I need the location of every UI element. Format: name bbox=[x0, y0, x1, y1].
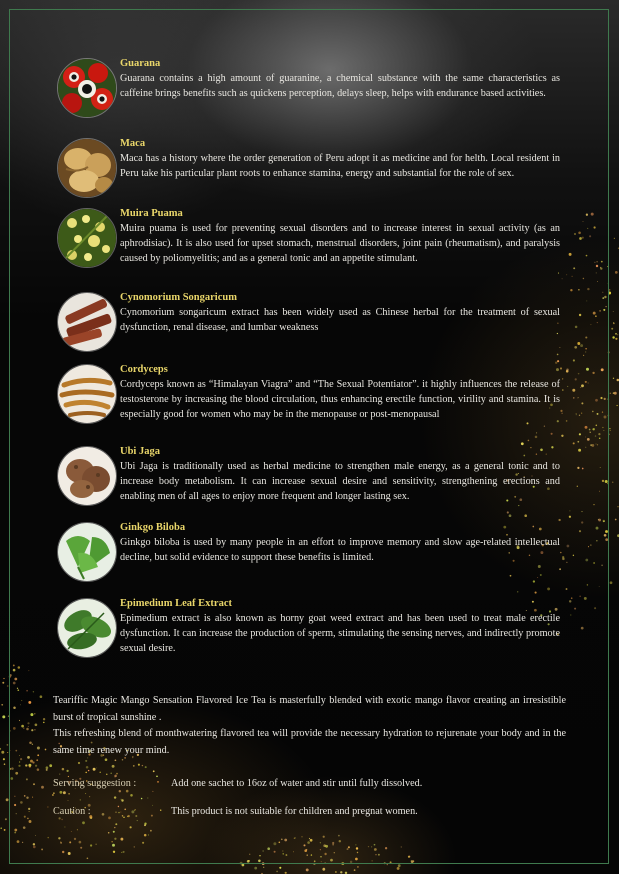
ingredient-ubi-jaga bbox=[57, 446, 562, 506]
guarana-image bbox=[57, 58, 117, 118]
serving-label: Serving suggestion : bbox=[53, 778, 137, 789]
ingredient-title: Cynomorium Songaricum bbox=[120, 292, 237, 303]
intro-paragraph: This refreshing blend of monthwatering flavored tea will provide the necessary hydration to rejurenate your body and in the same time renew your mind. bbox=[53, 728, 566, 756]
ingredient-title: Muira Puama bbox=[120, 208, 183, 219]
ingredient-title: Ubi Jaga bbox=[120, 446, 160, 457]
ingredient-description: Ginkgo biloba is used by many people in an effort to improve memory and slow age-related intellectual decline, but solid evidence to support these benefits is limited. bbox=[120, 537, 560, 564]
product-description bbox=[53, 693, 566, 759]
ubi-jaga-image bbox=[57, 446, 117, 506]
ingredient-title: Guarana bbox=[120, 58, 161, 69]
ingredient-title: Epimedium Leaf Extract bbox=[120, 598, 232, 609]
caution bbox=[53, 806, 566, 820]
ingredient-epimedium bbox=[57, 598, 562, 658]
ingredient-description: Cordyceps known as “Himalayan Viagra” and “The Sexual Potentiator”. it highly influences the release of testosterone by increasing the blood circulation, thus enhancing erectile function, virility and stamina. It is especially good for women who may be in the menopause or post-menopausal bbox=[120, 379, 560, 421]
epimedium-image bbox=[57, 598, 117, 658]
caution-label: Caution : bbox=[53, 806, 91, 817]
cynomorium-image bbox=[57, 292, 117, 352]
ingredient-description: Ubi Jaga is traditionally used as herbal medicine to strengthen male energy, as a general tonic and to increase body metabolism. It can increase sexual desire and sensitivity, strengthening erections and enabling men of all ages to enjoy more frequent and longer lasting sex. bbox=[120, 461, 560, 503]
ingredient-description: Epimedium extract is also known as horny goat weed extract and has been used to treat male erectile dysfunction. It can increase the production of sperm, stimulating the sensing nerves, and indirectly promote sexual desire. bbox=[120, 613, 560, 655]
ingredient-muira-puama bbox=[57, 208, 562, 268]
ingredient-title: Cordyceps bbox=[120, 364, 168, 375]
ingredient-description: Muira puama is used for preventing sexual disorders and to increase interest in sexual activity (as an aphrodisiac). It is also used for upset stomach, menstrual disorders, joint pain (rheumatism), and paralysis caused by poliomyelitis; and as a general tonic and an appetite stimulant. bbox=[120, 223, 560, 265]
ingredient-description: Maca has a history where the order generation of Peru adopt it as medicine and for helth. Local resident in Peru take his particular plant roots to enhance stamina, energy and substantial for the role of sex. bbox=[120, 153, 560, 180]
caution-value: This product is not suitable for children and pregnat women. bbox=[171, 806, 418, 817]
ingredient-description: Guarana contains a high amount of guaranine, a chemical substance with the same characteristics as caffeine brings benefits such as quickens perception, delays sleep, helps with endurance based activities. bbox=[120, 73, 560, 100]
ingredient-title: Ginkgo Biloba bbox=[120, 522, 186, 533]
maca-image bbox=[57, 138, 117, 198]
muira-puama-image bbox=[57, 208, 117, 268]
cordyceps-image bbox=[57, 364, 117, 424]
ingredient-maca bbox=[57, 138, 562, 198]
serving-value: Add one sachet to 16oz of water and stir until fully dissolved. bbox=[171, 778, 423, 789]
ingredient-cordyceps bbox=[57, 364, 562, 424]
ginkgo-image bbox=[57, 522, 117, 582]
serving-suggestion bbox=[53, 778, 566, 792]
ingredient-guarana bbox=[57, 58, 562, 118]
ingredient-description: Cynomorium songaricum extract has been widely used as Chinese herbal for the treatment of sexual dysfunction, renal disease, and lumbar weakness bbox=[120, 307, 560, 334]
intro-paragraph: Teariffic Magic Mango Sensation Flavored Ice Tea is masterfully blended with exotic mango flavor creating an irresistible burst of tropical sunshine . bbox=[53, 695, 566, 723]
ingredient-cynomorium-songaricum bbox=[57, 292, 562, 352]
ingredient-ginkgo-biloba bbox=[57, 522, 562, 582]
ingredient-title: Maca bbox=[120, 138, 146, 149]
